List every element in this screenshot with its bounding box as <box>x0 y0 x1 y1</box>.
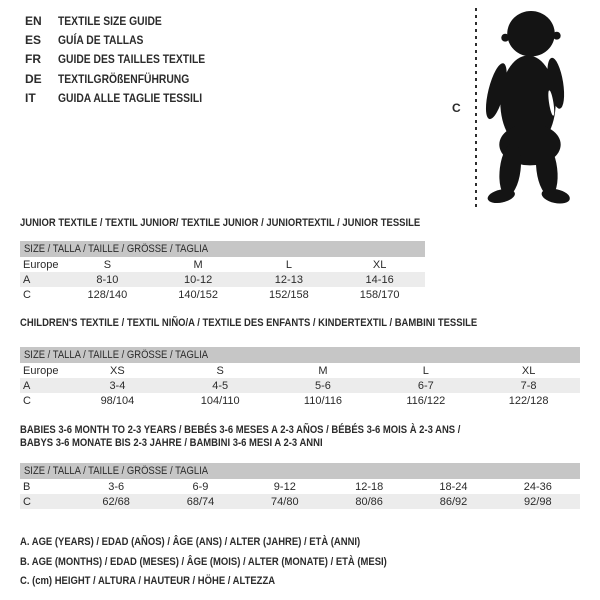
language-code: DE <box>25 71 42 86</box>
babies-size-table <box>20 463 580 509</box>
babies-textile-section <box>20 424 580 509</box>
height-measure-label: C <box>452 101 461 115</box>
table-row-age <box>20 378 580 393</box>
cell: 116/122 <box>406 394 446 407</box>
size-header-bar <box>20 463 580 479</box>
height-dotted-line <box>475 8 477 210</box>
language-row-en <box>25 11 229 30</box>
cell: 74/80 <box>271 495 299 508</box>
size-header-row <box>20 241 425 257</box>
babies-table-title-line1: BABIES 3-6 MONTH TO 2-3 YEARS / BEBÉS 3-6 MESES A 2-3 AÑOS / BÉBÉS 3-6 MOIS À 2-3 ANS / <box>20 424 461 436</box>
junior-table-title-text: JUNIOR TEXTILE / TEXTIL JUNIOR/ TEXTILE JUNIOR / JUNIORTEXTIL / JUNIOR TESSILE <box>20 217 421 229</box>
table-row-age-months <box>20 479 580 494</box>
language-title: GUIDE DES TAILLES TEXTILE <box>58 52 206 67</box>
size-header-row <box>20 347 580 363</box>
cell: S <box>103 258 112 271</box>
cell: 4-5 <box>212 379 229 392</box>
cell: M <box>193 258 203 271</box>
language-row-de <box>25 69 229 88</box>
cell: 5-6 <box>315 379 331 392</box>
language-title: GUIDA ALLE TAGLIE TESSILI <box>58 90 203 105</box>
language-row-it <box>25 88 229 107</box>
row-label: Europe <box>23 364 59 377</box>
cell: 128/140 <box>87 288 128 301</box>
cell: 3-6 <box>108 480 125 493</box>
size-header-text: SIZE / TALLA / TAILLE / GRÖSSE / TAGLIA <box>24 349 209 361</box>
junior-textile-section <box>20 217 425 302</box>
cell: XL <box>372 258 387 271</box>
cell: S <box>216 364 224 377</box>
cell: 92/98 <box>524 495 552 508</box>
cell: 122/128 <box>508 394 549 407</box>
language-code: IT <box>25 90 36 105</box>
children-textile-section <box>20 317 580 408</box>
size-header-text: SIZE / TALLA / TAILLE / GRÖSSE / TAGLIA <box>24 243 209 255</box>
babies-table-title-line2: BABYS 3-6 MONATE BIS 2-3 JAHRE / BAMBINI 3-6 MESI A 2-3 ANNI <box>20 437 323 449</box>
language-code: ES <box>25 32 42 47</box>
legend-line-b <box>20 553 447 573</box>
cell: 14-16 <box>365 273 394 286</box>
cell: 8-10 <box>96 273 119 286</box>
table-row-europe <box>20 257 425 272</box>
cell: 12-18 <box>355 480 384 493</box>
cell: XL <box>521 364 536 377</box>
legend-line-c-text: C. (cm) HEIGHT / ALTURA / HAUTEUR / HÖHE / ALTEZZA <box>20 575 276 587</box>
legend-line-a-text: A. AGE (YEARS) / EDAD (AÑOS) / ÂGE (ANS) / ALTER (JAHRE) / ETÀ (ANNI) <box>20 536 361 548</box>
language-title: TEXTILGRÖßENFÜHRUNG <box>58 71 190 86</box>
cell: 6-7 <box>417 379 434 392</box>
cell: L <box>285 258 292 271</box>
cell: 9-12 <box>273 480 296 493</box>
table-row-europe <box>20 363 580 378</box>
cell: 140/152 <box>178 288 218 301</box>
legend-line-a <box>20 533 447 553</box>
cell: 104/110 <box>200 394 240 407</box>
size-header-row <box>20 463 580 479</box>
cell: 152/158 <box>268 288 309 301</box>
cell: 98/104 <box>100 394 135 407</box>
junior-table-title <box>20 217 425 230</box>
language-row-fr <box>25 50 229 69</box>
table-row-height <box>20 393 580 408</box>
cell: 6-9 <box>192 480 209 493</box>
language-code: FR <box>25 52 41 67</box>
toddler-silhouette-icon <box>483 8 575 206</box>
row-label: Europe <box>23 258 59 271</box>
row-label: A <box>23 379 31 392</box>
table-row-height <box>20 494 580 509</box>
cell: 80/86 <box>355 495 383 508</box>
cell: 110/116 <box>303 394 343 407</box>
table-row-age <box>20 272 425 287</box>
language-row-es <box>25 30 229 49</box>
row-label: C <box>23 495 31 508</box>
measure-legend <box>20 533 447 592</box>
size-header-bar <box>20 241 425 257</box>
cell: 158/170 <box>359 288 400 301</box>
table-row-height <box>20 287 425 302</box>
cell: 18-24 <box>439 480 468 493</box>
row-label: C <box>23 288 31 301</box>
cell: 10-12 <box>184 273 213 286</box>
cell: L <box>422 364 429 377</box>
junior-size-table <box>20 241 425 302</box>
legend-line-c <box>20 572 447 592</box>
row-label: C <box>23 394 31 407</box>
row-label: A <box>23 273 31 286</box>
language-title: TEXTILE SIZE GUIDE <box>58 13 162 28</box>
size-header-text: SIZE / TALLA / TAILLE / GRÖSSE / TAGLIA <box>24 465 209 477</box>
children-table-title <box>20 317 580 330</box>
language-title-list <box>25 11 229 107</box>
language-code: EN <box>25 13 42 28</box>
children-size-table <box>20 347 580 408</box>
cell: 3-4 <box>109 379 126 392</box>
cell: 12-13 <box>274 273 303 286</box>
cell: 68/74 <box>186 495 215 508</box>
row-label: B <box>23 480 31 493</box>
cell: 62/68 <box>102 495 130 508</box>
cell: 86/92 <box>439 495 468 508</box>
cell: M <box>318 364 328 377</box>
cell: 7-8 <box>520 379 537 392</box>
children-table-title-text: CHILDREN'S TEXTILE / TEXTIL NIÑO/A / TEXTILE DES ENFANTS / KINDERTEXTIL / BAMBINI TESSILE <box>20 317 478 329</box>
babies-table-title <box>20 424 580 450</box>
size-header-bar <box>20 347 580 363</box>
cell: XS <box>110 364 125 377</box>
language-title: GUÍA DE TALLAS <box>58 32 144 47</box>
legend-line-b-text: B. AGE (MONTHS) / EDAD (MESES) / ÂGE (MOIS) / ALTER (MONATE) / ETÀ (MESI) <box>20 555 387 568</box>
cell: 24-36 <box>523 480 552 493</box>
